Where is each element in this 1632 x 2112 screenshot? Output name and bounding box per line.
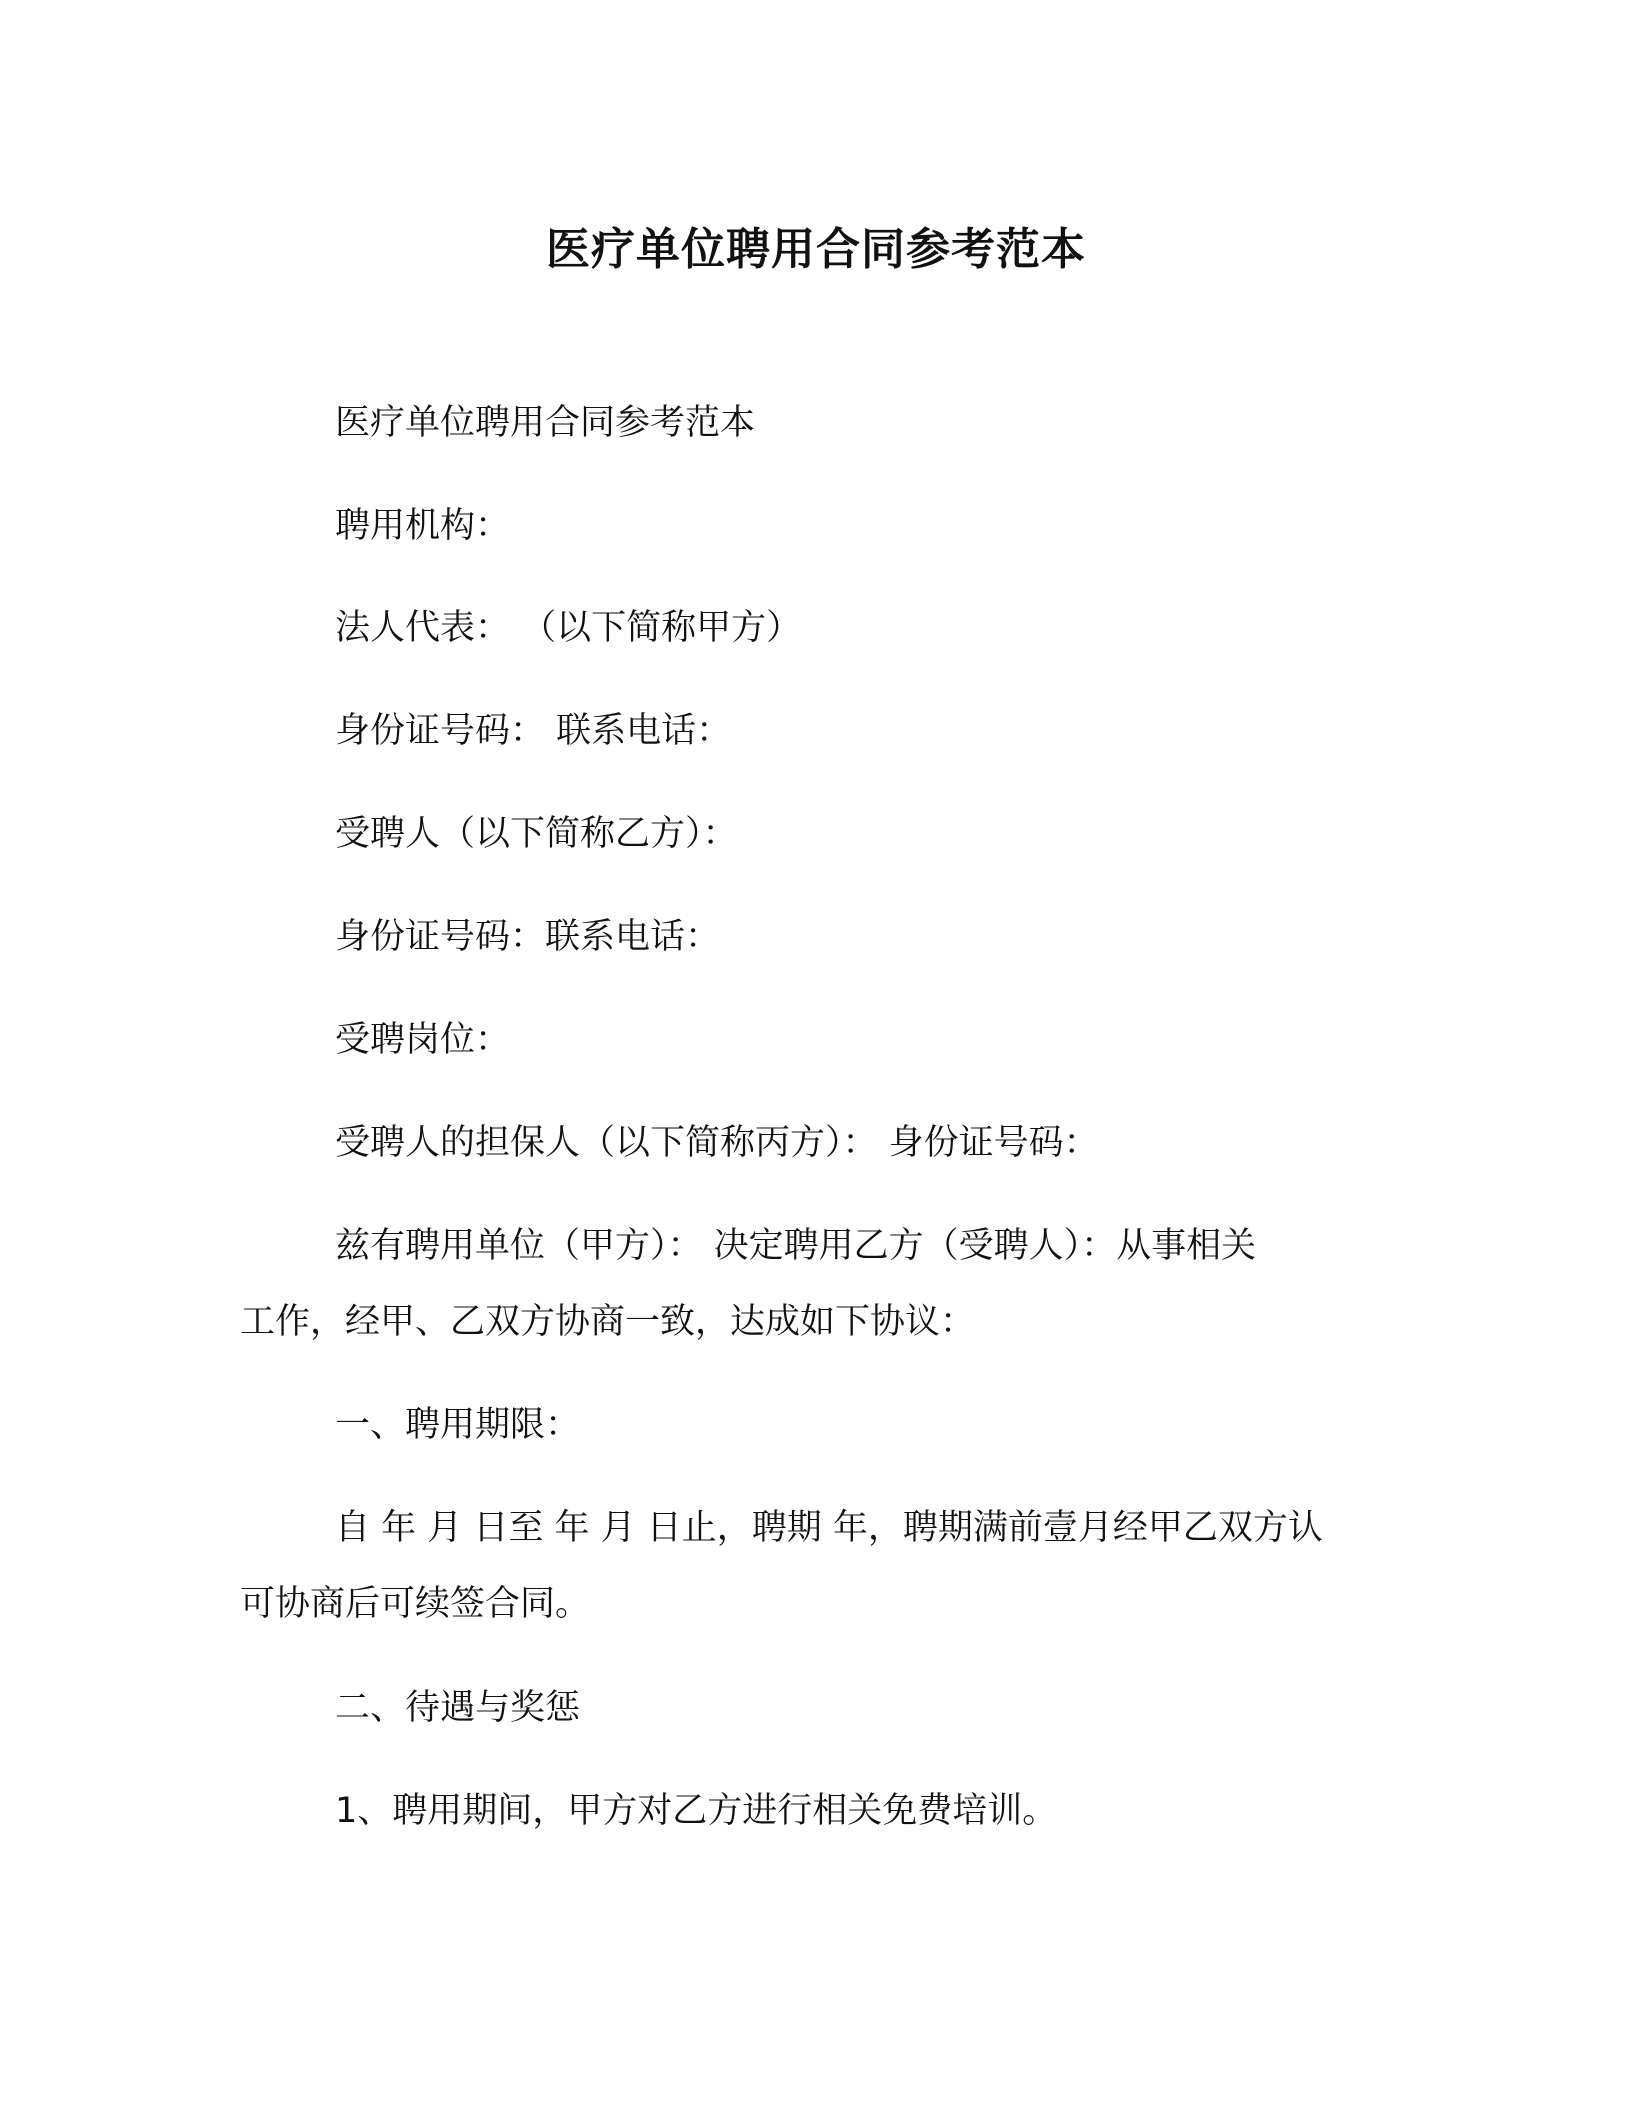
term-clause-continuation: 可协商后可续签合同。 — [240, 1584, 591, 1624]
hiring-organization-line: 聘用机构： — [335, 506, 511, 546]
legal-representative-line: 法人代表： （以下简称甲方） — [335, 608, 802, 648]
guarantor-line: 受聘人的担保人（以下简称丙方）： 身份证号码： — [335, 1123, 1099, 1163]
document-title: 医疗单位聘用合同参考范本 — [546, 224, 1086, 275]
section-heading-benefits: 二、待遇与奖惩 — [335, 1688, 581, 1728]
position-line: 受聘岗位： — [335, 1020, 511, 1060]
training-clause-line: 1、聘用期间，甲方对乙方进行相关免费培训。 — [335, 1791, 1058, 1831]
employee-line: 受聘人（以下简称乙方）： — [335, 814, 738, 854]
agreement-intro-continuation: 工作，经甲、乙双方协商一致，达成如下协议： — [240, 1302, 976, 1342]
section-heading-term: 一、聘用期限： — [335, 1405, 581, 1445]
party-a-id-phone-line: 身份证号码： 联系电话： — [335, 711, 732, 751]
term-clause-line: 自 年 月 日至 年 月 日止，聘期 年，聘期满前壹月经甲乙双方认 — [335, 1508, 1323, 1548]
party-b-id-phone-line: 身份证号码：联系电话： — [335, 917, 721, 957]
agreement-intro-line: 兹有聘用单位（甲方）： 决定聘用乙方（受聘人）：从事相关 — [335, 1226, 1257, 1266]
subtitle-line: 医疗单位聘用合同参考范本 — [335, 403, 756, 443]
